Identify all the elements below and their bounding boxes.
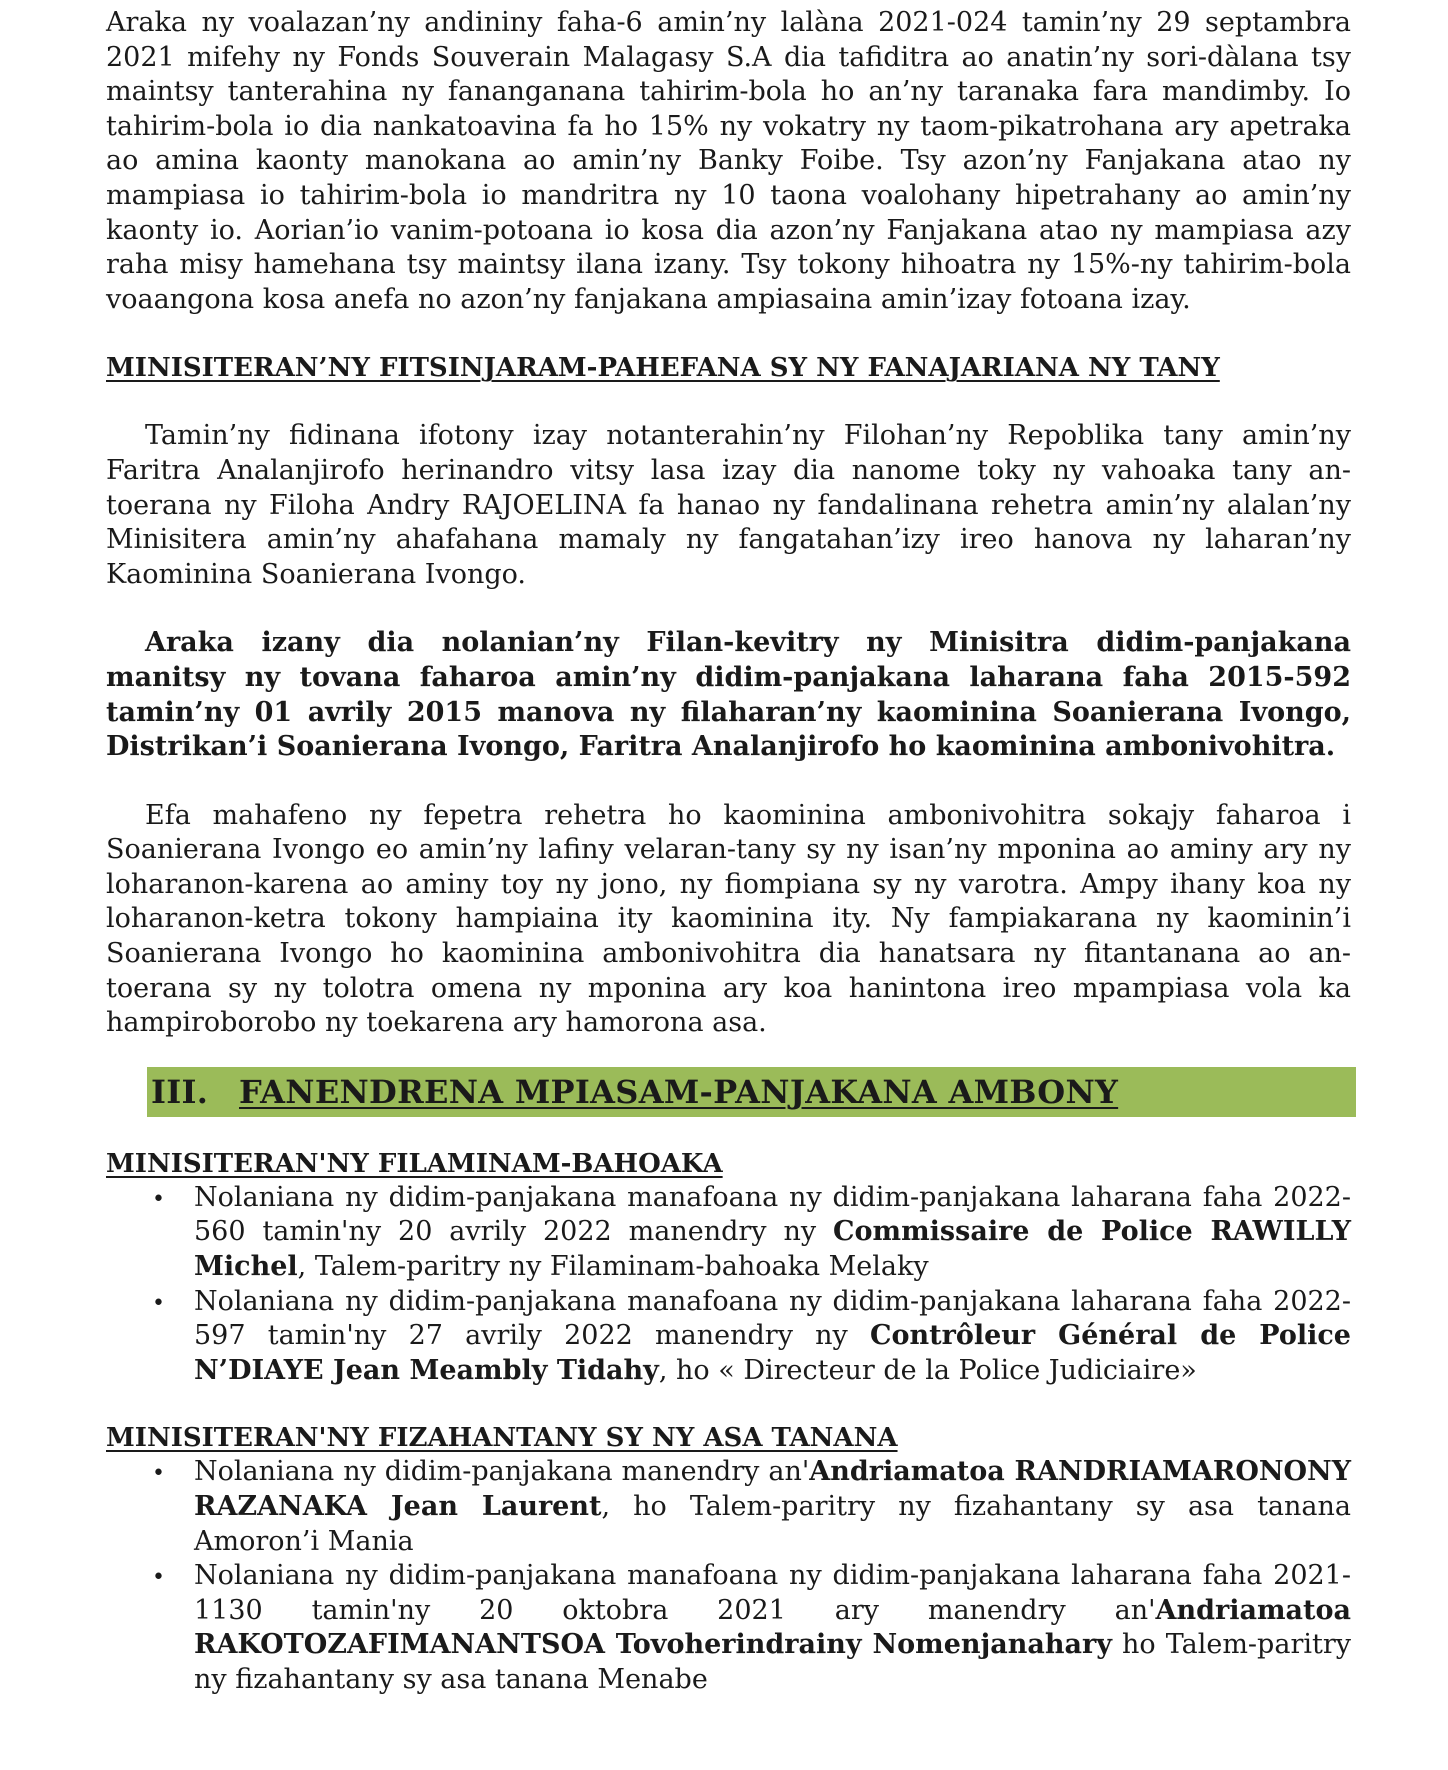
paragraph-fonds-souverain: Araka ny voalazan’ny andininy faha-6 amin’ny lalàna 2021-024 tamin’ny 29 septambra 2021 mifehy ny Fonds Souverain Malagasy S.A dia tafiditra ao anatin’ny sori-dàlana tsy maintsy tanterahina ny fananganana tahirim-bola ho an’ny taranaka fara mandimby. Io tahirim-bola io dia nankatoavina fa ho 15% ny vokatry ny taom-pikatrohana ary apetraka ao amina kaonty manokana ao amin’ny Banky Foibe. Tsy azon’ny Fanjakana atao ny mampiasa io tahirim-bola io mandritra ny 10 taona voalohany hipetrahany ao amin’ny kaonty io. Aorian’io vanim-potoana io kosa dia azon’ny Fanjakana atao ny mampiasa azy raha misy hamehana tsy maintsy ilana izany. Tsy tokony hihoatra ny 15%-ny tahirim-bola voaangona kosa anefa no azon’ny fanjakana ampiasaina amin’izay fotoana izay. [106, 7, 1351, 315]
bullet-icon: • [152, 1290, 165, 1316]
bullet-icon: • [152, 1461, 165, 1487]
heading-fitsinjaram-pahefana: MINISITERAN’NY FITSINJARAM-PAHEFANA SY NY FANAJARIANA NY TANY [106, 353, 1220, 384]
section-iii-banner [147, 1067, 1356, 1117]
paragraph-kaominina-ambonivohitra: Efa mahafeno ny fepetra rehetra ho kaominina ambonivohitra sokajy faharoa i Soanierana Ivongo eo amin’ny lafiny velaran-tany sy ny isan’ny mponina ao aminy ary ny loharanon-karena ao aminy toy ny jono, ny fiompiana sy ny varotra. Ampy ihany koa ny loharanon-ketra tokony hampiaina ity kaominina ity. Ny fampiakarana ny kaominin’i Soanierana Ivongo ho kaominina ambonivohitra dia hanatsara ny fitantanana ao an-toerana sy ny tolotra omena ny mponina ary koa hanintona ireo mpampiasa vola ka hampiroborobo ny toekarena ary hamorona asa. [106, 799, 1351, 1039]
appointee-name: Commissaire de Police RAWILLY Michel [194, 1216, 1351, 1283]
list-item: • Nolaniana ny didim-panjakana manendry an'Andriamatoa RANDRIAMARONONY RAZANAKA Jean Laurent, ho Talem-paritry ny fizahantany sy asa tanana Amoron’i Mania [152, 1456, 1351, 1557]
appointee-name: Andriamatoa RAKOTOZAFIMANANTSOA Tovoherindrainy Nomenjanahary [194, 1594, 1351, 1661]
paragraph-fidinana-ifotony: Tamin’ny fidinana ifotony izay notanterahin’ny Filohan’ny Repoblika tany amin’ny Faritra Analanjirofo herinandro vitsy lasa izay dia nanome toky ny vahoaka tany an-toerana ny Filoha Andry RAJOELINA fa hanao ny fandalinana rehetra amin’ny alalan’ny Minisitera amin’ny ahafahana mamaly ny fangatahan’izy ireo hanova ny laharan’ny Kaominina Soanierana Ivongo. [106, 420, 1351, 590]
list-item: • Nolaniana ny didim-panjakana manafoana ny didim-panjakana laharana faha 2022-560 tamin'ny 20 avrily 2022 manendry ny Commissaire de Police RAWILLY Michel, Talem-paritry ny Filaminam-bahoaka Melaky [152, 1181, 1351, 1283]
document-page [106, 6, 1351, 1698]
appointee-name: Contrôleur Général de Police N’DIAYE Jean Meambly Tidahy [194, 1320, 1351, 1386]
fizahantany-list [106, 1455, 1351, 1697]
heading-fizahantany: MINISITERAN'NY FIZAHANTANY SY NY ASA TANANA [106, 1423, 898, 1454]
list-item: • Nolaniana ny didim-panjakana manafoana ny didim-panjakana laharana faha 2021-1130 tamin'ny 20 oktobra 2021 ary manendry an'Andriamatoa RAKOTOZAFIMANANTSOA Tovoherindrainy Nomenjanahary ho Talem-paritry ny fizahantany sy asa tanana Menabe [152, 1560, 1351, 1695]
list-item: • Nolaniana ny didim-panjakana manafoana ny didim-panjakana laharana faha 2022-597 tamin'ny 27 avrily 2022 manendry ny Contrôleur Général de Police N’DIAYE Jean Meambly Tidahy, ho « Directeur de la Police Judiciaire» [152, 1285, 1351, 1386]
filaminam-list [106, 1181, 1351, 1389]
section-iii-number: III. [151, 1072, 209, 1111]
paragraph-didim-panjakana-soanierana: Araka izany dia nolanian’ny Filan-kevitry ny Minisitra didim-panjakana manitsy ny tovana faharoa amin’ny didim-panjakana laharana faha 2015-592 tamin’ny 01 avrily 2015 manova ny filaharan’ny kaominina Soanierana Ivongo, Distrikan’i Soanierana Ivongo, Faritra Analanjirofo ho kaominina ambonivohitra. [106, 627, 1351, 763]
heading-filaminam-bahoaka: MINISITERAN'NY FILAMINAM-BAHOAKA [106, 1148, 723, 1179]
section-iii-title: FANENDRENA MPIASAM-PANJAKANA AMBONY [239, 1072, 1119, 1111]
bullet-icon: • [152, 1186, 165, 1212]
appointee-name: Andriamatoa RANDRIAMARONONY RAZANAKA Jean Laurent [194, 1456, 1351, 1522]
bullet-icon: • [152, 1565, 165, 1591]
